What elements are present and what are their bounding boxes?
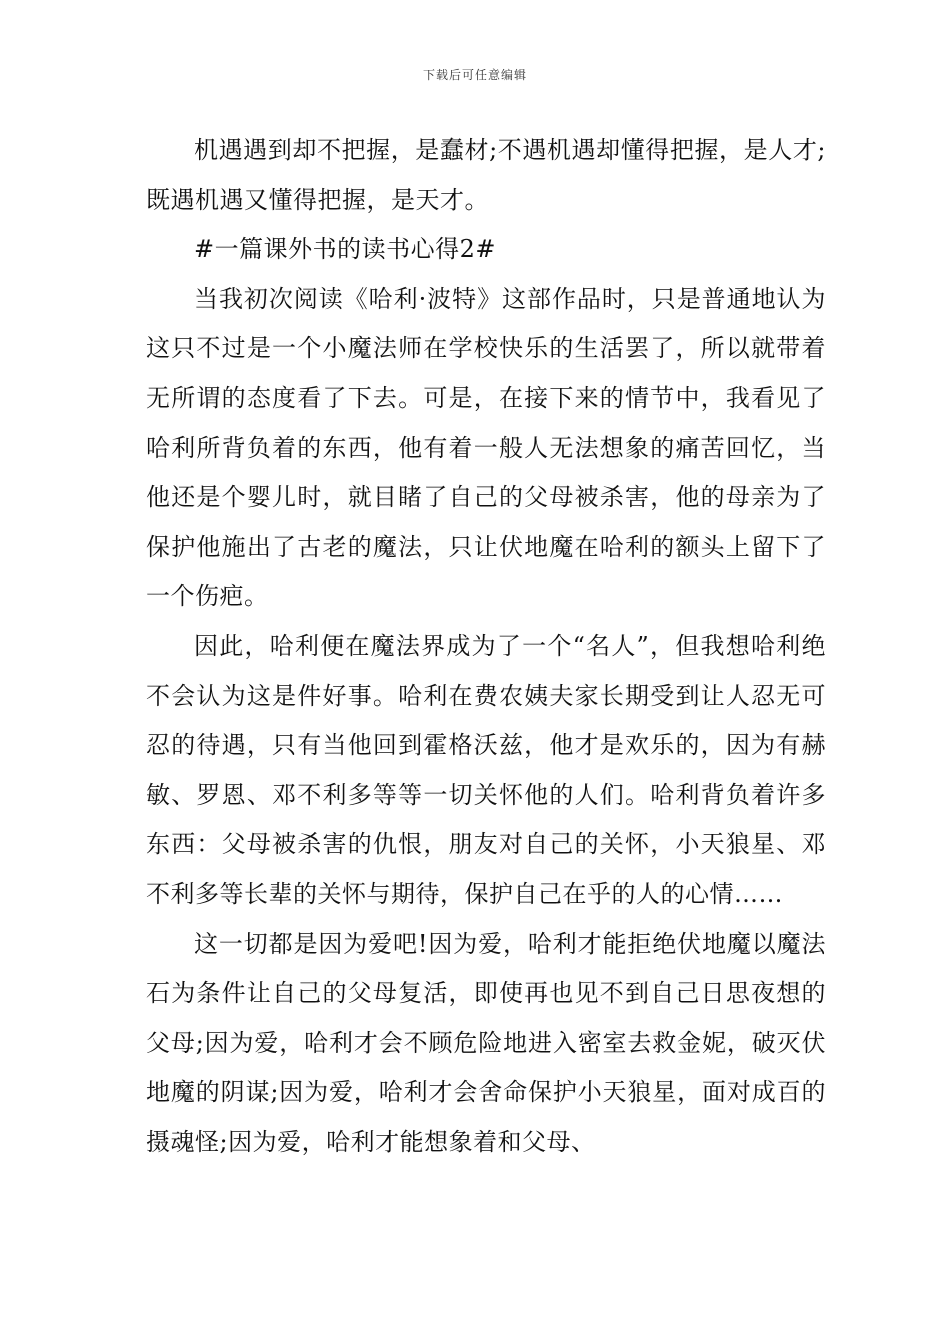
- paragraph-first-reading: 当我初次阅读《哈利·波特》这部作品时，只是普通地认为这只不过是一个小魔法师在学校快乐的生活罢了，所以就带着无所谓的态度看了下去。可是，在接下来的情节中，我看见了哈利所背负着的东西，他有着一般人无法想象的痛苦回忆，当他还是个婴儿时，就目睹了自己的父母被杀害，他的母亲为了保护他施出了古老的魔法，只让伏地魔在哈利的额头上留下了一个伤疤。: [146, 284, 826, 611]
- document-body: [146, 126, 826, 1167]
- section-heading: #一篇课外书的读书心得2#: [194, 235, 496, 264]
- page-header-note: 下载后可任意编辑: [422, 68, 527, 82]
- paragraph-opportunity-quote: 机遇遇到却不把握，是蠢材;不遇机遇却懂得把握，是人才;既遇机遇又懂得把握，是天才。: [146, 136, 826, 214]
- paragraph-famous-harry: 因此，哈利便在魔法界成为了一个“名人”，但我想哈利绝不会认为这是件好事。哈利在费农姨夫家长期受到让人忍无可忍的待遇，只有当他回到霍格沃兹，他才是欢乐的，因为有赫敏、罗恩、邓不利多等等一切关怀他的人们。哈利背负着许多东西：父母被杀害的仇恨，朋友对自己的关怀，小天狼星、邓不利多等长辈的关怀与期待，保护自己在乎的人的心情……: [146, 631, 826, 908]
- paragraph-because-of-love: 这一切都是因为爱吧!因为爱，哈利才能拒绝伏地魔以魔法石为条件让自己的父母复活，即使再也见不到自己日思夜想的父母;因为爱，哈利才会不顾危险地进入密室去救金妮，破灭伏地魔的阴谋;因为爱，哈利才会舍命保护小天狼星，面对成百的摄魂怪;因为爱，哈利才能想象着和父母、: [146, 929, 826, 1156]
